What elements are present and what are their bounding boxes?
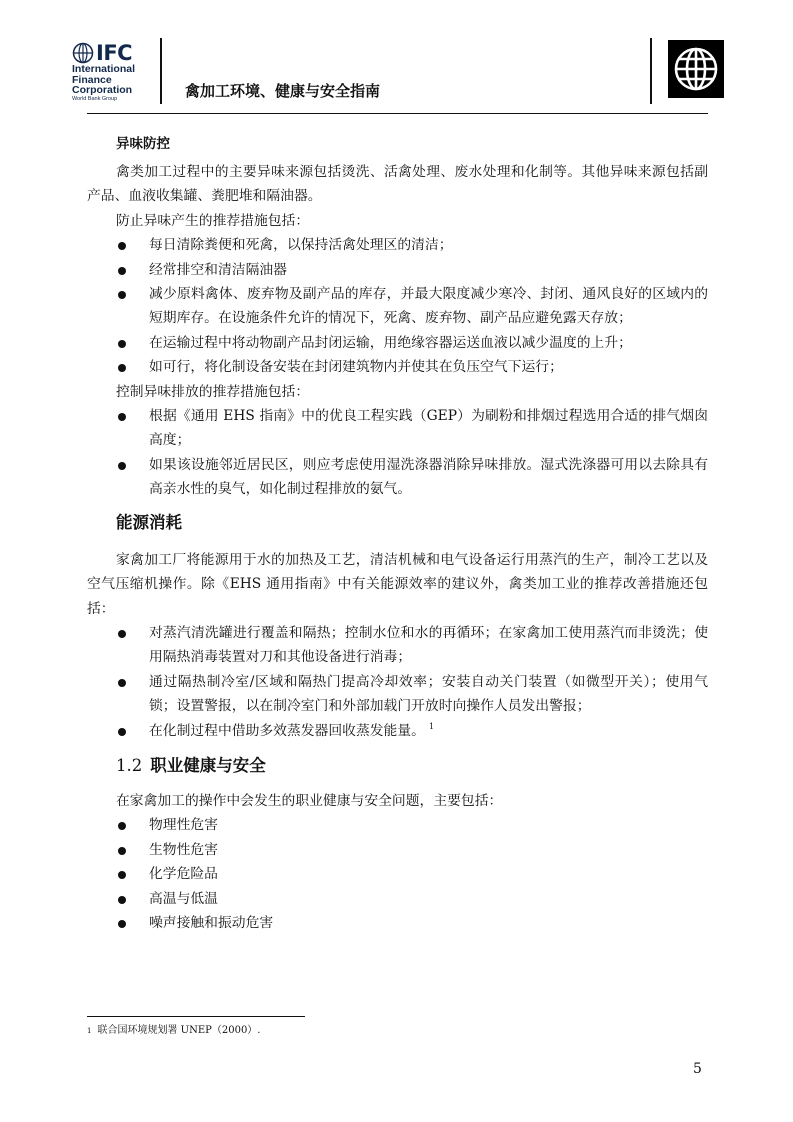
odor-control-label: 控制异味排放的推荐措施包括：	[116, 383, 310, 400]
ohs-heading	[87, 753, 708, 779]
bullet-icon	[118, 413, 126, 421]
header-rule	[87, 113, 708, 114]
page-header	[0, 0, 793, 120]
logo-line-3: Corporation	[72, 84, 133, 96]
bullet-icon	[118, 728, 126, 736]
ohs-intro: 在家禽加工的操作中会发生的职业健康与安全问题，主要包括：	[116, 792, 503, 809]
header-title: 禽加工环境、健康与安全指南	[185, 82, 381, 100]
header-divider-right	[650, 38, 652, 104]
list-item: 根据《通用 EHS 指南》中的优良工程实践（GEP）为刷粉和排烟过程选用合适的排气烟囱高度；	[87, 404, 708, 453]
bullet-icon	[118, 630, 126, 638]
bullet-icon	[118, 896, 126, 904]
energy-intro: 家禽加工厂将能源用于水的加热及工艺，清洁机械和电气设备运行用蒸汽的生产，制冷工艺以及空气压缩机操作。除《EHS 通用指南》中有关能源效率的建议外，禽类加工业的推荐改善措施还包括：	[87, 551, 708, 617]
list-item: 减少原料禽体、废弃物及副产品的库存，并最大限度减少寒冷、封闭、通风良好的区域内的短期库存。在设施条件允许的情况下，死禽、废弃物、副产品应避免露天存放；	[87, 282, 708, 331]
bullet-icon	[118, 871, 126, 879]
bullet-icon	[118, 267, 126, 275]
list-item: 经常排空和清洁隔油器	[87, 258, 708, 282]
bullet-icon	[118, 462, 126, 470]
world-bank-globe-icon	[668, 40, 724, 98]
bullet-icon	[118, 291, 126, 299]
list-item: 通过隔热制冷室/区域和隔热门提高冷却效率；安装自动关门装置（如微型开关）；使用气锁；设置警报，以在制冷室门和外部加载门开放时向操作人员发出警报；	[87, 670, 708, 719]
bullet-icon	[118, 340, 126, 348]
list-item: 物理性危害	[87, 813, 708, 837]
list-item: 生物性危害	[87, 838, 708, 862]
ohs-heading-text: 职业健康与安全	[150, 755, 266, 775]
bullet-icon	[118, 822, 126, 830]
ifc-logo	[72, 42, 156, 103]
bullet-icon	[118, 364, 126, 372]
odor-prevent-label: 防止异味产生的推荐措施包括：	[116, 212, 310, 229]
bullet-icon	[118, 242, 126, 250]
list-item: 对蒸汽清洗罐进行覆盖和隔热；控制水位和水的再循环；在家禽加工使用蒸汽而非烫洗；使用隔热消毒装置对刀和其他设备进行消毒；	[87, 621, 708, 670]
logo-ifc-text: IFC	[96, 41, 133, 65]
list-item: 如可行，将化制设备安装在封闭建筑物内并使其在负压空气下运行；	[87, 355, 708, 379]
list-item: 在运输过程中将动物副产品封闭运输，用绝缘容器运送血液以减少温度的上升；	[87, 331, 708, 355]
list-item: 每日清除粪便和死禽，以保持活禽处理区的清洁；	[87, 233, 708, 257]
footnote-rule	[87, 1016, 305, 1017]
odor-prevent-list	[87, 233, 708, 379]
odor-heading: 异味防控	[116, 136, 170, 152]
header-divider-left	[160, 38, 162, 104]
logo-line-1: International	[72, 63, 136, 75]
footnote-mark: 1	[87, 1027, 92, 1035]
energy-heading: 能源消耗	[116, 512, 182, 532]
ohs-list	[87, 813, 708, 935]
energy-list	[87, 621, 708, 743]
list-item: 在化制过程中借助多效蒸发器回收蒸发能量。 $^1$	[87, 719, 708, 743]
odor-control-list	[87, 404, 708, 502]
footnote	[87, 1024, 260, 1038]
list-item: 噪声接触和振动危害	[87, 911, 708, 935]
footnote-text: 联合国环境规划署 UNEP（2000）.	[97, 1025, 261, 1036]
bullet-icon	[118, 847, 126, 855]
bullet-icon	[118, 920, 126, 928]
logo-line-4: World Bank Group	[72, 95, 118, 102]
footnote-reference[interactable]: 1	[428, 721, 435, 731]
list-item: 高温与低温	[87, 887, 708, 911]
list-item: 如果该设施邻近居民区，则应考虑使用湿洗涤器消除异味排放。湿式洗涤器可用以去除具有高亲水性的臭气，如化制过程排放的氨气。	[87, 453, 708, 502]
ifc-globe-icon	[72, 42, 94, 64]
logo-line-2: Finance	[72, 73, 112, 86]
section-number: 1.2	[116, 755, 143, 775]
odor-intro: 禽类加工过程中的主要异味来源包括烫洗、活禽处理、废水处理和化制等。其他异味来源包括副产品、血液收集罐、粪肥堆和隔油器。	[87, 164, 708, 205]
bullet-icon	[118, 679, 126, 687]
list-item: 化学危险品	[87, 862, 708, 886]
page-body	[87, 128, 708, 935]
page-number: 5	[693, 1061, 702, 1077]
